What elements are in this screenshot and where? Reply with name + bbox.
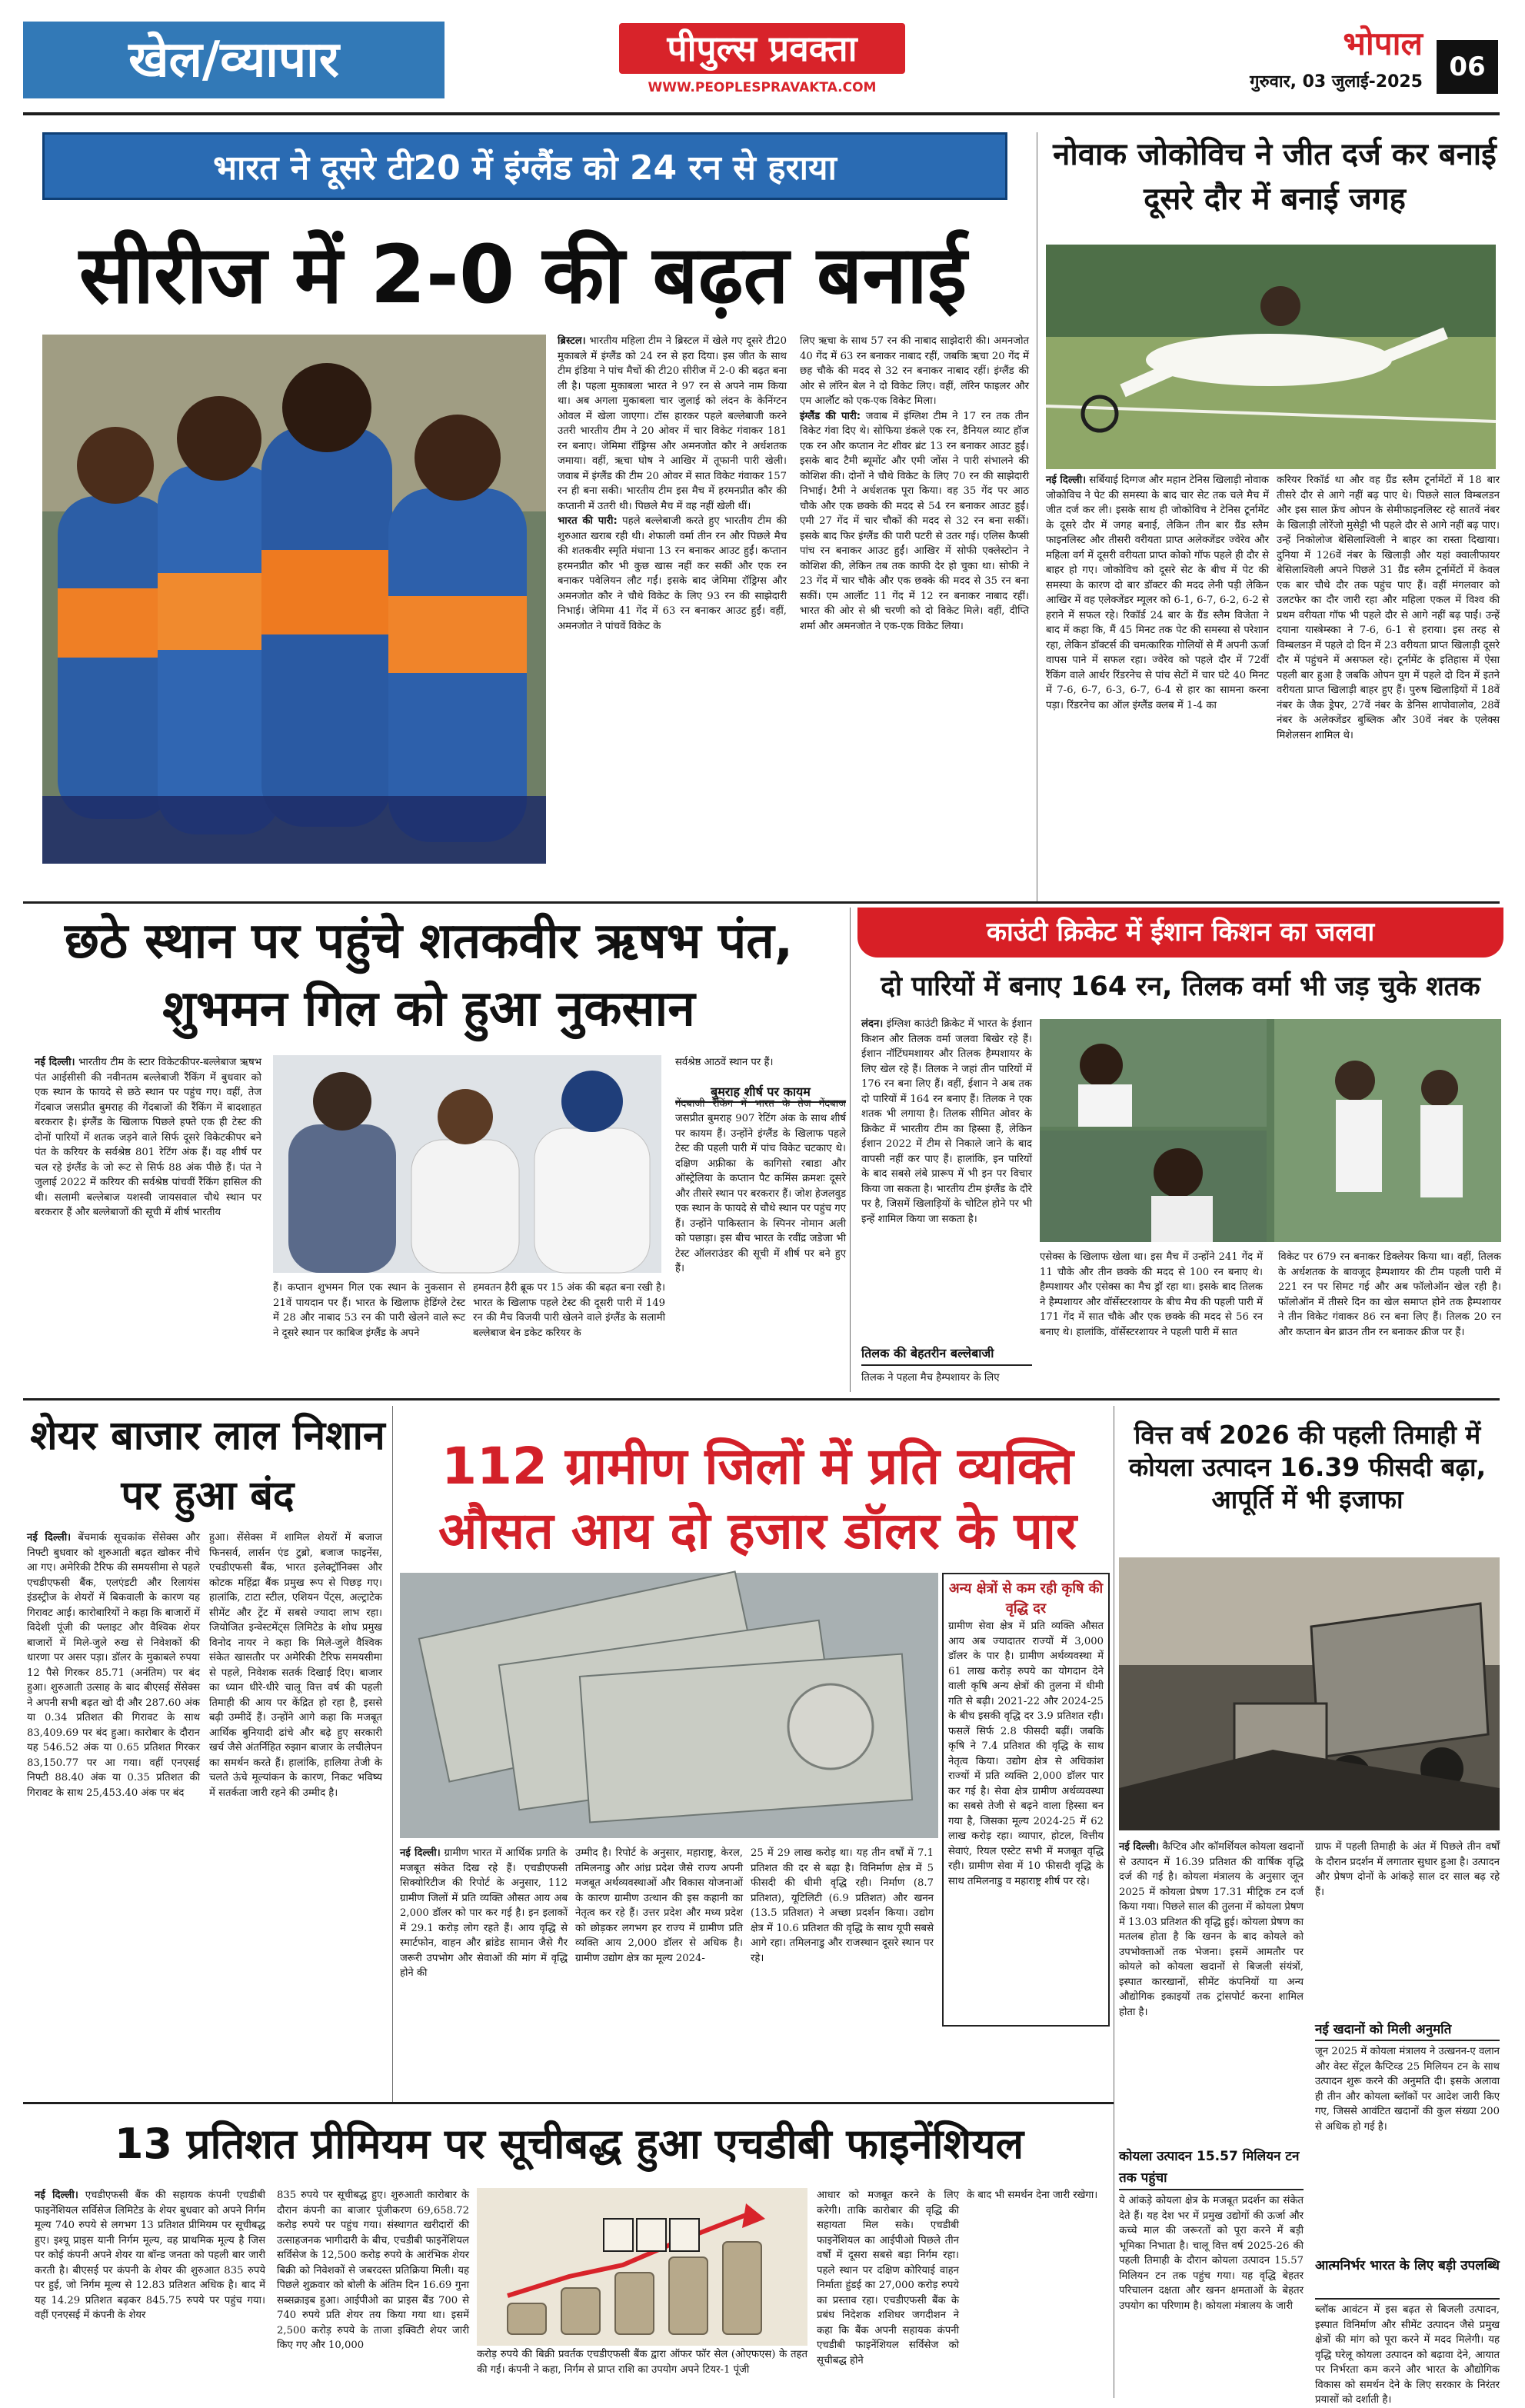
pant-headline[interactable]: छठे स्थान पर पहुंचे शतकवीर ऋषभ पंत, शुभमन गिल को हुआ नुकसान <box>64 913 794 1037</box>
kishan-col1-text: इंग्लिश काउंटी क्रिकेट में भारत के ईशान किशन और तिलक वर्मा जलवा बिखेर रहे हैं। ईशान नॉटिंघमशायर और तिलक हैम्पशायर के लिए खेल रहे हैं। तिलक ने जहां तीन पारियों में 176 रन बना लिए हैं। वहीं, ईशान ने अब तक दो पारियों में 164 रन बनाए हैं। तिलक ने एक शतक भी लगाया है। तिलक सीमित ओवर के क्रिकेट में भारतीय टीम का हिस्सा हैं, लेकिन ईशान 2022 में टीम से निकाले जाने के बाद वापसी नहीं कर पाए हैं। हालांकि, इन पारियों के बाद सबसे लंबे प्रारूप में भी इन पर विचार किया जा सकता है। भारतीय टीम इंग्लैंड के दौरे पर है, जिसमें खिलाड़ियों के चोटिल होने पर भी इन्हें शामिल किया जा सकता है। <box>861 1018 1032 1225</box>
rural-col1-text: ग्रामीण भारत में आर्थिक प्रगति के मजबूत संकेत दिख रहे हैं। एचडीएफसी सिक्योरिटीज की रिपोर्ट के अनुसार, 112 ग्रामीण जिलों में प्रति व्यक्ति औसत आय अब 2,000 डॉलर को पार कर गई है। इन इलाकों में 29.1 करोड़ लोग रहते हैं। आय वृद्धि से स्मार्टफोन, वाहन और ब्रांडेड सामान जैसे गैर जरूरी उपभोग और सेवाओं की मांग में वृद्धि होने की <box>400 1847 568 1979</box>
cricket-team-photo <box>42 335 546 864</box>
coal-column-2: ग्राफ में पहली तिमाही के अंत में पिछले तीन वर्षों के दौरान प्रदर्शन में लगातार सुधार हुआ है। उत्पादन और प्रेषण दोनों के आंकड़े साल दर साल बढ़ रहे हैं। <box>1315 1841 1500 1898</box>
self-reliant-subhead: आत्मनिर्भर भारत के लिए बड़ी उपलब्धि <box>1315 2255 1500 2300</box>
new-mines-subhead: नई खदानों को मिली अनुमति <box>1315 2020 1500 2041</box>
coal-column-1 <box>1119 1840 1304 2147</box>
kishan-dateline: लंदन। <box>861 1018 884 1030</box>
pant-column-4 <box>675 1055 846 1378</box>
hdb-column-1 <box>35 2188 265 2392</box>
cricket-headline[interactable]: सीरीज में 2-0 की बढ़त बनाई <box>78 228 967 321</box>
coal-column-3: जून 2025 में कोयला मंत्रालय ने उत्खनन-ए वलान और वेस्ट सेंट्रल कैप्टिव्ड 25 मिलियन टन के साथ उत्पादन शुरू करने की अनुमति दी। इसके अलावा ही तीन और कोयला ब्लॉकों पर आदेश जारी किए गए, जिससे आवंटित खदानों की कुल संख्या 200 से अधिक हो गई है। <box>1315 2046 1500 2133</box>
currency-notes-photo <box>400 1573 938 1838</box>
kishan-headline[interactable]: दो पारियों में बनाए 164 रन, तिलक वर्मा भी जड़ चुके शतक <box>881 971 1480 1002</box>
cricket-col1-text: भारतीय महिला टीम ने ब्रिस्टल में खेले गए दूसरे टी20 मुकाबले में इंग्लैंड को 24 रन से हरा दिया। इस जीत के साथ टीम इंडिया ने पांच मैचों की टी20 सीरीज में 2-0 की बढ़त बना ली है। पहला मुकाबला भारत ने 97 रन से अपने नाम किया था। अब अगला मुकाबला चार जुलाई को लंदन के केनिंग्टन ओवल में खेला जाएगा। टॉस हारकर पहले बल्लेबाजी करने उतरी भारतीय टीम ने 20 ओवर में चार विकेट गंवाकर 181 रन बनाए। जेमिमा रॉड्रिग्स और अमनजोत कौर ने अर्धशतक जमाया। वहीं, ऋचा घोष ने आखिर में तूफानी पारी खेली। जवाब में इंग्लैंड की टीम 20 ओवर में सात विकेट गंवाकर 157 रन ही बना सकी। भारतीय टीम इस मैच में हरमनप्रीत कौर की कप्तानी में उतरी थी। पिछले मैच में वह नहीं खेली थीं। <box>558 335 787 512</box>
pant-column-2: हैं। कप्तान शुभमन गिल एक स्थान के नुकसान से 21वें पायदान पर हैं। भारत के खिलाफ हेडिंग्ले टेस्ट में 28 और नाबाद 53 रन की पारी खेलने वाले रूट ने दूसरे स्थान पर काबिज इंग्लैंड के अपने <box>273 1282 465 1339</box>
kishan-col1-end: तिलक ने पहला मैच हैम्पशायर के लिए <box>861 1372 1000 1384</box>
ipo-coins-photo <box>477 2188 807 2346</box>
column-divider <box>392 1406 393 2102</box>
bumrah-subhead: बुमराह शीर्ष पर कायम <box>675 1083 846 1103</box>
djokovic-column-2 <box>1277 473 1500 900</box>
coal-col1-text: कैप्टिव और कॉमर्शियल कोयला खदानों से उत्पादन में 16.39 प्रतिशत की वार्षिक वृद्धि दर्ज की गई है। कोयला मंत्रालय के अनुसार जून 2025 में कोयला प्रेषण 17.31 मीट्रिक टन दर्ज किया गया। पिछले साल की तुलना में कोयला प्रेषण में 13.03 प्रतिशत की वृद्धि हुई। कोयला प्रेषण का मतलब होता है कि खनन के बाद कोयले को उपभोक्ताओं तक भेजना। इसमें आमतौर पर कोयले को कोयला खदानों से बिजली संयंत्रों, इस्पात कारखानों, सीमेंट कंपनियों या अन्य औद्योगिक इकाइयों तक ट्रांसपोर्ट करना शामिल होता है। <box>1119 1841 1304 2018</box>
tilak-subhead: तिलक की बेहतरीन बल्लेबाजी <box>861 1344 1032 1366</box>
rural-column-2: उम्मीद है। रिपोर्ट के अनुसार, महाराष्ट्र, केरल, तमिलनाडु और आंध्र प्रदेश जैसे राज्य अपनी मजबूत अर्थव्यवस्थाओं और विकास योजनाओं के कारण ग्रामीण उत्थान की इस कहानी का नेतृत्व कर रहे हैं। उत्तर प्रदेश और मध्य प्रदेश को छोड़कर लगभग हर राज्य में ग्रामीण प्रति व्यक्ति आय 2,000 डॉलर से अधिक है। ग्रामीण उद्योग क्षेत्र का मूल्य 2024- <box>575 1847 743 1964</box>
kishan-column-2: एसेक्स के खिलाफ खेला था। इस मैच में उन्होंने 241 गेंद में 11 चौके और तीन छक्के की मदद से 100 रन बनाए थे। हैम्पशायर और एसेक्स का मैच ड्रॉ रहा था। इसके बाद तिलक ने हैम्पशायर और वॉर्सेस्टरशायर के बीच मैच की पहली पारी में 171 गेंद में सात चौके और एक छक्के की मदद से 56 रन बनाए थे। हालांकि, वॉर्सेस्टरशायर ने पहली पारी में सात <box>1040 1251 1263 1338</box>
agriculture-sidebar-head: अन्य क्षेत्रों से कम रही कृषि की वृद्धि दर <box>948 1580 1104 1617</box>
coal-truck-photo <box>1119 1557 1500 1830</box>
coal-production-subhead: कोयला उत्पादन 15.57 मिलियन टन तक पहुंचा <box>1119 2146 1304 2190</box>
masthead-divider <box>23 112 1500 115</box>
coal-headline[interactable]: वित्त वर्ष 2026 की पहली तिमाही में कोयला उत्पादन 16.39 फीसदी बढ़ा, आपूर्ति में भी इजाफा <box>1128 1420 1487 1514</box>
newspaper-logo[interactable] <box>619 23 905 108</box>
agriculture-sidebar-text: ग्रामीण सेवा क्षेत्र में प्रति व्यक्ति औसत आय अब ज्यादातर राज्यों में 3,000 डॉलर के पार है। ग्रामीण अर्थव्यवस्था में 61 लाख करोड़ रुपये का योगदान देने वाली कृषि अन्य क्षेत्रों की तुलना में धीमी गति से बढ़ी। 2021-22 और 2024-25 के बीच इसकी वृद्धि दर 3.9 प्रतिशत रही। फसलें सिर्फ 2.8 फीसदी बढ़ीं। जबकि कृषि ने 7.4 प्रतिशत की वृद्धि के साथ नेतृत्व किया। उद्योग क्षेत्र से अधिकांश राज्यों में प्रति व्यक्ति 2,000 डॉलर पार कर गई है। सेवा क्षेत्र ग्रामीण अर्थव्यवस्था का सबसे तेजी से बढ़ने वाला हिस्सा बन गया है, जिसका मूल्य 2024-25 में 62 लाख करोड़ रहा। व्यापार, होटल, वित्तीय सेवाएं, रियल एस्टेट सभी में मजबूत वृद्धि रही। ग्रामीण सेवा में 10 फीसदी वृद्धि के साथ तमिलनाडु व महाराष्ट्र शीर्ष पर रहे। <box>948 1620 1104 1887</box>
pant-dateline: नई दिल्ली। <box>35 1057 75 1068</box>
coal-column-5: ब्लॉक आवंटन में इस बढ़त से बिजली उत्पादन, इस्पात विनिर्माण और सीमेंट उत्पादन जैसे प्रमुख क्षेत्रों की मांग को पूरा करने में मदद मिलेगी। यह वृद्धि घरेलू कोयला उत्पादन को बढ़ावा देने, आयात पर निर्भरता कम करने और भारत के औद्योगिक विकास को समर्थन देने के लिए सरकार के निरंतर प्रयासों को दर्शाती है। <box>1315 2304 1500 2406</box>
section-divider <box>23 901 1500 904</box>
hdb-column-3: करोड़ रुपये की बिक्री प्रवर्तक एचडीएफसी बैंक द्वारा ऑफर फॉर सेल (ओएफएस) के तहत की गई। कंपनी ने कहा, निर्गम से प्राप्त राशि का उपयोग अपने टियर-1 पूंजी <box>477 2349 807 2376</box>
kishan-tilak-photos <box>1040 1019 1501 1242</box>
sensex-col1-text: बेंचमार्क सूचकांक सेंसेक्स और निफ्टी बुधवार को शुरुआती बढ़त खोकर नीचे आ गए। अमेरिकी टैरिफ की समयसीमा से पहले एचडीएफसी बैंक, एलएंडटी और रिलायंस इंडस्ट्रीज के शेयरों में बिकवाली के कारण यह गिरावट आई। कारोबारियों ने कहा कि बाजारों में विदेशी पूंजी की फ्लाइट और वैश्विक शेयर बाजारों में मिले-जुले रुख से निवेशकों की धारणा पर असर पड़ा। डॉलर के मुकाबले रुपया 12 पैसे गिरकर 85.71 (अनंतिम) पर बंद हुआ। शुरुआती उत्साह के बाद बीएसई सेंसेक्स ने अपनी सभी बढ़त खो दी और 287.60 अंक या 0.34 प्रतिशत की गिरावट के साथ 83,409.69 पर बंद हुआ। कारोबार के दौरान यह 546.52 अंक या 0.65 प्रतिशत गिरकर 83,150.77 पर आ गया। वहीं एनएसई निफ्टी 88.40 अंक या 0.35 प्रतिशत की गिरावट के साथ 25,453.40 अंक पर बंद <box>27 1532 200 1799</box>
logo-name: पीपुल्स प्रवक्ता <box>619 23 905 74</box>
edition-date: गुरुवार, 03 जुलाई-2025 <box>1250 72 1423 92</box>
rural-column-1 <box>400 1846 568 2088</box>
hdb-column-5: के बाद भी समर्थन देना जारी रखेगा। <box>967 2190 1098 2201</box>
pant-column-1 <box>35 1055 261 1378</box>
cricket-col1-sub-text: पहले बल्लेबाजी करते हुए भारतीय टीम की शुरुआत खराब रही थी। शेफाली वर्मा तीन रन और पिछले मैच की शतकवीर स्मृति मंधाना 13 रन बनाकर आउट हुईं। कप्तान हरमनप्रीत कौर भी कुछ खास नहीं कर सकीं और एक रन बनाकर पवेलियन लौट गईं। इसके बाद जेमिमा रॉड्रिग्स और अमनजोत कौर ने चौथे विकेट के लिए 93 रन की साझेदारी निभाई। जेमिमा 41 गेंद में 63 रन बनाकर आउट हुईं। वहीं, अमनजोत ने पांचवें विकेट के <box>558 515 787 632</box>
page-number: 06 <box>1437 40 1498 94</box>
column-divider <box>850 908 851 1392</box>
section-divider <box>23 2102 1114 2104</box>
kishan-tilak-illustration <box>1040 1019 1501 1242</box>
currency-illustration <box>400 1573 938 1838</box>
djokovic-col1-text: सर्बियाई दिग्गज और महान टेनिस खिलाड़ी नोवाक जोकोविच ने पेट की समस्या के बाद चार सेट तक चले मैच में जीत दर्ज कर ली। इसके साथ ही जोकोविच ने टेनिस टूर्नामेंट के दूसरे दौर में जगह बनाई, लेकिन तीन बार ग्रैंड स्लैम फाइनलिस्ट और तीसरी वरीयता प्राप्त अलेक्जेंडर ज्वेरेव और महिला वर्ग में दूसरी वरीयता प्राप्त कोको गॉफ पहले ही दौर से बाहर हो गए। जोकोविच को दूसरे सेट के बीच में पेट की समस्या के कारण दो बार डॉक्टर की मदद लेनी पड़ी लेकिन आखिर में वह एलेक्जेंडर म्यूलर को 6-1, 6-7, 6-2, 6-2 से हराने में सफल रहे। रिकॉर्ड 24 बार के ग्रैंड स्लैम विजेता ने बाद में कहा कि, मैं 45 मिनट तक पेट की समस्या से परेशान रहा, लेकिन डॉक्टर्स की चमत्कारिक गोलियों से मैं अपनी ऊर्जा वापस पाने में सफल रहा। ज्वेरेव को पहले दौर में 72वीं रैंकिंग वाले आर्थर रिंडरनेच से पांच सेटों में चार घंटे 40 मिनट में 7-6, 6-7, 6-3, 6-7, 6-4 से हार का सामना करना पड़ा। रिंडरनेच का ऑल इंग्लैंड क्लब में 1-4 का <box>1046 475 1270 711</box>
cricket-col2-text: लिए ऋचा के साथ 57 रन की नाबाद साझेदारी की। अमनजोत 40 गेंद में 63 रन बनाकर नाबाद रहीं, जबकि ऋचा 20 गेंद में छह चौके की मदद से 32 रन बनाकर नाबाद रहीं। इंग्लैंड की ओर से लॉरेन बेल ने दो विकेट लिए। वहीं, लॉरेन फाइलर और एम आर्लॉट को एक-एक विकेट मिला। <box>800 335 1029 407</box>
hdb-headline[interactable]: 13 प्रतिशत प्रीमियम पर सूचीबद्ध हुआ एचडीबी फाइनेंशियल <box>114 2120 1024 2168</box>
cricket-kicker: भारत ने दूसरे टी20 में इंग्लैंड को 24 रन से हराया <box>42 132 1007 200</box>
djokovic-headline[interactable]: नोवाक जोकोविच ने जीत दर्ज कर बनाई दूसरे दौर में बनाई जगह <box>1053 137 1497 217</box>
pant-column-3: हमवतन हैरी ब्रूक पर 15 अंक की बढ़त बना रखी है। भारत के खिलाफ पहले टेस्ट की दूसरी पारी में 149 रन की मैच विजयी पारी खेलने वाले इंग्लैंड के सलामी बल्लेबाज बेन डकेट करियर के <box>473 1282 665 1339</box>
pant-col1-text: भारतीय टीम के स्टार विकेटकीपर-बल्लेबाज ऋषभ पंत आईसीसी की नवीनतम बल्लेबाजी रैंकिंग में बुधवार को एक स्थान के फायदे से छठे स्थान पर पहुंच गए। वहीं, तेज गेंदबाज जसप्रीत बुमराह की गेंदबाजों की रैंकिंग में बादशाहत बरकरार है। इंग्लैंड के खिलाफ पिछले हफ्ते एक ही टेस्ट की दोनों पारियों में शतक जड़ने वाले सिर्फ दूसरे विकेटकीपर बने पंत के करियर के सर्वश्रेष्ठ 801 रेटिंग अंक हैं। वह शीर्ष पर चल रहे इंग्लैंड के जो रूट से सिर्फ 88 अंक पीछे हैं। पंत ने जुलाई 2022 में करियर की सर्वश्रेष्ठ पांचवीं रैंकिंग हासिल की थी। सलामी बल्लेबाज यशस्वी जायसवाल चौथे स्थान पर बरकरार हैं और बल्लेबाजों की सूची में शीर्ष भारतीय <box>35 1057 261 1218</box>
cricket-column-1 <box>558 334 787 864</box>
kishan-column-1 <box>861 1017 1032 1371</box>
rural-income-headline[interactable]: 112 ग्रामीण जिलों में प्रति व्यक्ति औसत आय दो हजार डॉलर के पार <box>438 1437 1077 1560</box>
cricket-team-illustration <box>42 335 546 864</box>
kishan-kicker: काउंटी क्रिकेट में ईशान किशन का जलवा <box>857 908 1503 958</box>
kishan-column-3: विकेट पर 679 रन बनाकर डिक्लेयर किया था। वहीं, तिलक के अर्धशतक के बावजूद हैम्पशायर की टीम पहली पारी में 221 रन पर सिमट गई और अब फॉलोऑन खेल रही है। फॉलोऑन में तीसरे दिन का खेल समाप्त होने तक हैम्पशायर ने तीन विकेट गंवाकर 86 रन बना लिए हैं। तिलक 20 रन और कप्तान बेन ब्राउन तीन रन बनाकर क्रीज पर हैं। <box>1278 1251 1501 1338</box>
tennis-player-illustration <box>1046 245 1496 469</box>
cricket-sub-label-1: भारत की पारी: <box>558 515 618 527</box>
logo-url[interactable]: WWW.PEOPLESPRAVAKTA.COM <box>648 80 877 95</box>
hdb-column-4: आधार को मजबूत करने के लिए करेगी। ताकि कारोबार की वृद्धि की सहायता मिल सके। एचडीबी फाइनेंशियल का आईपीओ पिछले तीन वर्षों में दूसरा सबसे बड़ा निर्गम रहा। पहले स्थान पर दक्षिण कोरियाई वाहन निर्माता हुंडई का 27,000 करोड़ रुपये का प्रस्ताव रहा। एचडीएफसी बैंक के प्रबंध निदेशक शशिधर जगदीशन ने कहा कि बैंक अपनी सहायक कंपनी एचडीबी फाइनेंशियल सर्विसेज को सूचीबद्ध होने <box>817 2190 959 2366</box>
hdb-dateline: नई दिल्ली। <box>35 2190 78 2201</box>
players-illustration <box>273 1055 661 1273</box>
hdb-column-2: 835 रुपये पर सूचीबद्ध हुए। शुरुआती कारोबार के दौरान कंपनी का बाजार पूंजीकरण 69,658.72 करोड़ रुपये पर पहुंच गया। संस्थागत खरीदारों की उत्साहजनक भागीदारी के बीच, एचडीबी फाइनेंशियल सर्विसेज के 12,500 करोड़ रुपये के आरंभिक शेयर बिक्री को निवेशकों से जबरदस्त प्रतिक्रिया मिली। यह पिछले शुक्रवार को बोली के अंतिम दिन 16.69 गुना सब्सक्राइब हुआ। आईपीओ का प्राइस बैंड 700 से 740 रुपये प्रति शेयर तय किया गया था। इसमें 2,500 करोड़ रुपये के ताजा इक्विटी शेयर जारी किए गए और 10,000 <box>277 2190 469 2351</box>
pant-col3-text: गेंदबाजी रैंकिंग में भारत के तेज गेंदबाज जसप्रीत बुमराह 907 रेटिंग अंक के साथ शीर्ष पर कायम हैं। उन्होंने इंग्लैंड के खिलाफ पहले टेस्ट की पहली पारी में पांच विकेट चटकाए थे। दक्षिण अफ्रीका के कागिसो रबाडा और ऑस्ट्रेलिया के कप्तान पैट कमिंस क्रमशः दूसरे और तीसरे स्थान पर बरकरार हैं। जोश हेजलवुड एक स्थान के फायदे से चौथे स्थान पर पहुंच गए हैं। उन्होंने पाकिस्तान के स्पिनर नोमान अली को पछाड़ा। इस बीच भारत के रवींद्र जडेजा भी टेस्ट ऑलराउंडर की सूची में शीर्ष पर बने हुए हैं। <box>675 1097 846 1274</box>
cricket-sub-label-2: इंग्लैंड की पारी: <box>800 410 861 422</box>
sensex-dateline: नई दिल्ली। <box>27 1532 72 1544</box>
edition-city: भोपाल <box>1343 25 1423 62</box>
rural-column-3: 25 में 29 लाख करोड़ था। यह तीन वर्षों में 7.1 प्रतिशत की दर से बढ़ा है। विनिर्माण क्षेत्र में 5 फीसदी की धीमी वृद्धि रही। निर्माण (8.7 प्रतिशत), यूटिलिटी (6.9 प्रतिशत) और खनन (13.5 प्रतिशत) ने अच्छा प्रदर्शन किया। उद्योग क्षेत्र में 10.6 प्रतिशत की वृद्धि के साथ यूपी सबसे आगे रहा। तमिलनाडु और राजस्थान दूसरे स्थान पर रहे। <box>751 1847 934 1964</box>
hdb-col1-text: एचडीएफसी बैंक की सहायक कंपनी एचडीबी फाइनेंशियल सर्विसेज लिमिटेड के शेयर बुधवार को अपने निर्गम मूल्य 740 रुपये से लगभग 13 प्रतिशत प्रीमियम पर सूचीबद्ध हुए। इश्यू प्राइस यानी निर्गम मूल्य, वह प्राथमिक मूल्य है जिस पर कोई कंपनी अपने शेयर या बॉन्ड जनता को पहली बार जारी करती है। बीएसई पर कंपनी के शेयर की शुरुआत 835 रुपये पर हुई, जो निर्गम मूल्य से 12.83 प्रतिशत अधिक है। बाद में यह 14.29 प्रतिशत बढ़कर 845.75 रुपये पर पहुंच गया। वहीं एनएसई में कंपनी के शेयर <box>35 2190 265 2321</box>
cricket-players-photo <box>273 1055 661 1273</box>
djokovic-dateline: नई दिल्ली। <box>1046 475 1087 486</box>
sensex-column-1 <box>27 1530 200 2100</box>
coal-dateline: नई दिल्ली। <box>1119 1841 1160 1853</box>
section-title: खेल/व्यापार <box>23 22 445 98</box>
rural-dateline: नई दिल्ली। <box>400 1847 441 1859</box>
cricket-col2-sub-text: जवाब में इंग्लिश टीम ने 17 रन तक तीन विकेट गंवा दिए थे। सोफिया डंकले एक रन, डैनियल व्याट हॉज एक रन और कप्तान नेट शीवर ब्रंट 13 रन बनाकर आउट हुईं। इसके बाद टैमी ब्यूमोंट और एमी जोंस ने पारी संभालने की कोशिश की। दोनों ने चौथे विकेट के लिए 70 रन की साझेदारी निभाई। टैमी ने अर्धशतक पूरा किया। वह 35 गेंद पर आठ चौके और एक छक्के की मदद से 54 रन बनाकर आउट हुईं। एमी 27 गेंद में चार चौकों की मदद से 32 रन बना सकीं। इसके बाद फिर इंग्लैंड की पारी पटरी से उतर गई। एलिस कैप्सी पांच रन बनाकर आउट हुईं। आखिर में सोफी एक्लेस्टोन ने कोशिश की, लेकिन तब तक काफी देर हो चुका था। सोफी ने 23 गेंद में चार चौके और एक छक्के की मदद से 35 रन बना सकीं। एम आर्लॉट 11 गेंद में 12 रन बनाकर नाबाद रहीं। भारत की ओर से श्री चरणी को दो विकेट मिले। वहीं, दीप्ति शर्मा और अमनजोत ने एक-एक विकेट लिया। <box>800 410 1029 632</box>
ipo-illustration <box>477 2188 807 2346</box>
sensex-headline[interactable]: शेयर बाजार लाल निशान पर हुआ बंद <box>30 1413 385 1519</box>
tennis-player-photo <box>1046 245 1496 469</box>
cricket-dateline: ब्रिस्टल। <box>558 335 586 347</box>
djokovic-column-1 <box>1046 473 1269 900</box>
agriculture-sidebar-box <box>942 1573 1110 2027</box>
cricket-column-2 <box>800 334 1029 864</box>
pant-col3-top: सर्वश्रेष्ठ आठवें स्थान पर हैं। <box>675 1057 774 1068</box>
sensex-column-2: हुआ। सेंसेक्स में शामिल शेयरों में बजाज फिनसर्व, लार्सन एंड टुब्रो, बजाज फाइनेंस, एचडीएफसी बैंक, भारत इलेक्ट्रॉनिक्स और कोटक महिंद्रा बैंक प्रमुख रूप से पिछड़ गए। हालांकि, टाटा स्टील, एशियन पेंट्स, अल्ट्राटेक सीमेंट और ट्रेंट में सबसे ज्यादा लाभ रहा। जियोजित इन्वेस्टमेंट्स लिमिटेड के शोध प्रमुख विनोद नायर ने कहा कि मिले-जुले वैश्विक संकेत खासतौर पर अमेरिकी टैरिफ समयसीमा से पहले, निवेशक सतर्क दिखाई दिए। बाजार का ध्यान धीरे-धीरे चालू वित्त वर्ष की पहली तिमाही की आय पर केंद्रित हो रहा है, इससे बढ़ी उम्मीदें हैं। उन्होंने आगे कहा कि मजबूत आर्थिक बुनियादी ढांचे और बढ़े हुए सरकारी खर्च जैसे अंतर्निहित रुझान बाजार के लचीलेपन का समर्थन करते हैं। हालांकि, हालिया तेजी के चलते ऊंचे मूल्यांकन के कारण, निकट भविष्य में सतर्कता जारी रहने की उम्मीद है। <box>209 1532 382 1799</box>
coal-truck-illustration <box>1119 1557 1500 1830</box>
section-divider <box>23 1398 1500 1401</box>
coal-column-4: ये आंकड़े कोयला क्षेत्र के मजबूत प्रदर्शन का संकेत देते हैं। यह देश भर में प्रमुख उद्योगों की ऊर्जा और कच्चे माल की जरूरतों को पूरा करने में बड़ी भूमिका निभाता है। चालू वित्त वर्ष 2025-26 की पहली तिमाही के दौरान कोयला उत्पादन 15.57 मिलियन टन तक पहुंच गया। यह वृद्धि बेहतर परिचालन दक्षता और खनन क्षमताओं के बेहतर उपयोग का परिणाम है। कोयला मंत्रालय के जारी <box>1119 2195 1304 2312</box>
djokovic-col2-text: करियर रिकॉर्ड था और वह ग्रैंड स्लैम टूर्नामेंटों में 18 बार तीसरे दौर से आगे नहीं बढ़ पाए थे। पिछले साल विम्बलडन और इस साल फ्रेंच ओपन के सेमीफाइनलिस्ट रहे सातवें नंबर के खिलाड़ी लोरेंजो मुसेट्टी भी पहले दौर से आगे नहीं बढ़ पाए। उन्हें निकोलोज बेसिलाश्विली ने बाहर का रास्ता दिखाया। दुनिया में 126वें नंबर के खिलाड़ी और यहां क्वालीफायर बेसिलाश्विली अपने पिछले 31 ग्रैंड स्लैम टूर्नामेंटों में केवल एक बार चौथे दौर तक पहुंच पाए हैं। वहीं मंगलवार को उलटफेर का दौर जारी रहा और महिला एकल में विश्व की प्रथम वरीयता गॉफ भी पहले दौर से आगे नहीं बढ़ पाईं। उन्हें दयाना यास्त्रेम्स्का ने 7-6, 6-1 से हराया। इस तरह से विम्बलडन में पहले दो दिन में 23 वरीयता प्राप्त खिलाड़ी दूसरे दौर में पहुंचने में असफल रहे। टूर्नामेंट के इतिहास में ऐसा पहली बार हुआ है जबकि ओपन युग में पहले दो दिन में इतने वरीयता प्राप्त खिलाड़ी बाहर हुए हैं। पुरुष खिलाड़ियों में 18वें नंबर के जैक ड्रेपर, 27वें नंबर के डेनिस शापोवालोव, 28वें नंबर के अलेक्जेंडर बुब्लिक और 30वें नंबर के एलेक्स मिशेलसन शामिल थे। <box>1277 475 1500 741</box>
